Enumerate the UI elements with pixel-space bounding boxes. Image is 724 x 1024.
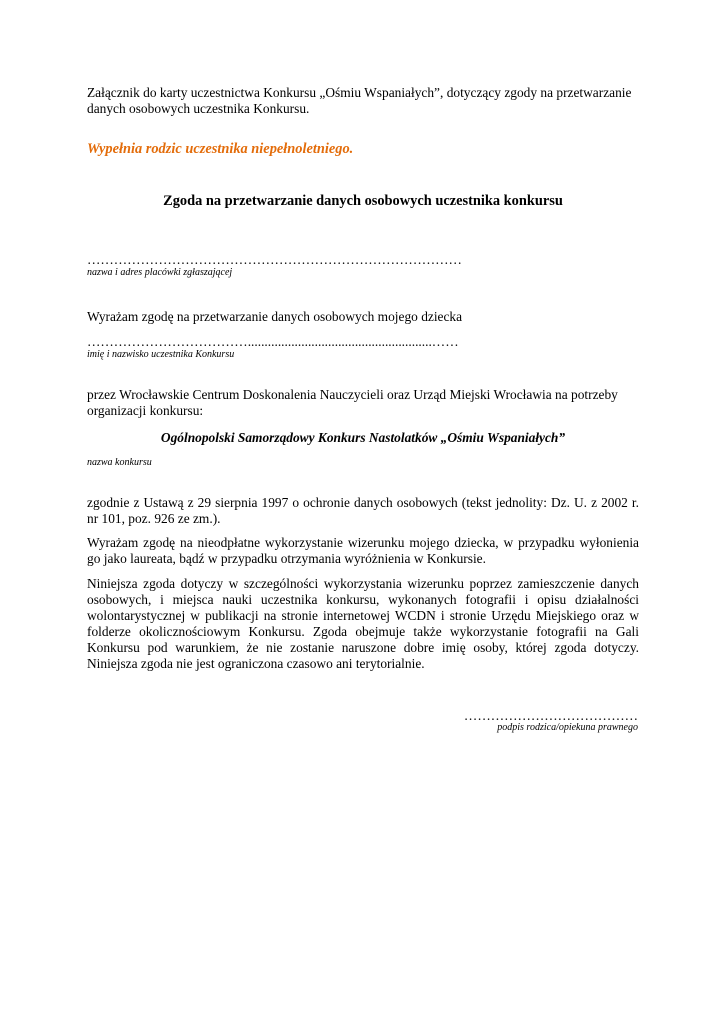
signature-line: ………………………………… (463, 708, 638, 723)
image-consent-paragraph: Wyrażam zgodę na nieodpłatne wykorzystanie wizerunku mojego dziecka, w przypadku wyłonienia go jako laureata, bądź w przypadku otrzymania wyróżnienia w Konkursie. (87, 535, 639, 566)
participant-field-line: ……………………………….......................................................…… (87, 334, 459, 349)
signature-caption: podpis rodzica/opiekuna prawnego (497, 722, 638, 733)
contest-name: Ogólnopolski Samorządowy Konkurs Nastolatków „Ośmiu Wspaniałych” (160, 430, 566, 445)
school-field-caption: nazwa i adres placówki zgłaszającej (87, 267, 233, 278)
instruction-note: Wypełnia rodzic uczestnika niepełnoletniego. (87, 141, 354, 157)
school-field-line: ………………………………………………………………………… (87, 252, 462, 267)
document-title: Zgoda na przetwarzanie danych osobowych uczestnika konkursu (163, 193, 563, 209)
participant-field-caption: imię i nazwisko uczestnika Konkursu (87, 349, 235, 360)
scope-paragraph: Niniejsza zgoda dotyczy w szczególności wykorzystania wizerunku poprzez zamieszczenie danych osobowych, i miejsca nauki uczestnika konkursu, wykonanych fotografii i opisu działalności wolontarystycznej w publikacji na stronie internetowej WCDN i stronie Urzędu Miejskiego oraz w folderze okolicznościowym Konkursu. Zgoda obejmuje także wykorzystanie fotografii na Gali Konkursu pod warunkiem, że nie zostanie naruszone dobre imię osoby, której zgoda dotyczy. Niniejsza zgoda nie jest ograniczona czasowo ani terytorialnie. (87, 576, 639, 671)
contest-name-caption: nazwa konkursu (87, 457, 152, 468)
law-paragraph: zgodnie z Ustawą z 29 sierpnia 1997 o ochronie danych osobowych (tekst jednolity: Dz. U. z 2002 r. nr 101, poz. 926 ze zm.). (87, 495, 639, 526)
consent-sentence: Wyrażam zgodę na przetwarzanie danych osobowych mojego dziecka (87, 309, 463, 324)
organizers-paragraph: przez Wrocławskie Centrum Doskonalenia Nauczycieli oraz Urząd Miejski Wrocławia na potrzeby organizacji konkursu: (87, 387, 618, 418)
intro-paragraph: Załącznik do karty uczestnictwa Konkursu „Ośmiu Wspaniałych”, dotyczący zgody na przetwarzanie danych osobowych uczestnika Konkursu. (87, 85, 632, 116)
